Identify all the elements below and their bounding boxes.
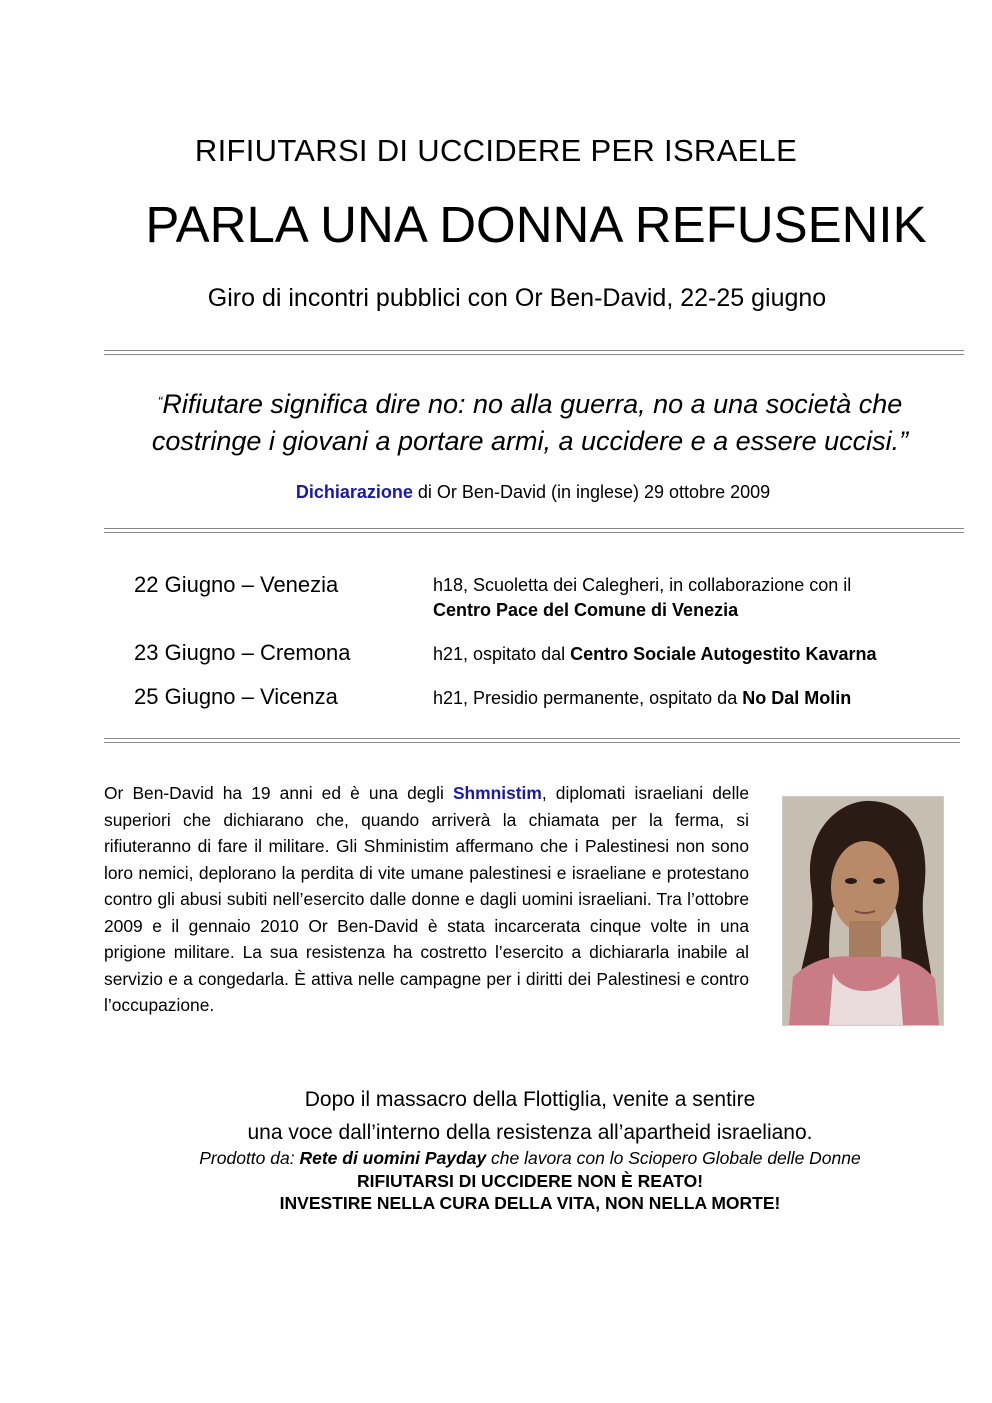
produced-org: Rete di uomini Payday — [299, 1148, 487, 1168]
headline: PARLA UNA DONNA REFUSENIK — [145, 196, 927, 253]
event-desc-vicenza-text: h21, Presidio permanente, ospitato da — [433, 688, 743, 708]
closing-line-1: Dopo il massacro della Flottiglia, venite a sentire — [304, 1088, 756, 1111]
event-date-vicenza: 25 Giugno – Vicenza — [134, 684, 338, 709]
event-date-venezia: 22 Giugno – Venezia — [134, 572, 339, 597]
event-date-cremona: 23 Giugno – Cremona — [134, 640, 351, 665]
quote-open-mark: “ — [157, 393, 163, 409]
slogan-2: INVESTIRE NELLA CURA DELLA VITA, NON NELLA MORTE! — [279, 1193, 781, 1213]
bio-text-2: , diplomati israeliani delle superiori che dichiarano che, quando arriverà la chiamata per la ferma, si rifiuteranno di fare il militare. Gli Shministim affermano che i Palestinesi non sono loro nemici, deplorano la perdita di vite umane palestinesi e israeliane e protestano contro gli abusi subiti nell’esercito dalle donne e dagli uomini israeliani. Tra l’ottobre 2009 e il gennaio 2010 Or Ben-David è stata incarcerata cinque volte in una prigione militare. La sua resistenza ha costretto l’esercito a dichiararla inabile al servizio e a congedarla. È attiva nelle campagne per i diritti dei Palestinesi e contro l’occupazione. — [104, 783, 750, 1015]
divider-bottom — [104, 738, 960, 743]
bio-paragraph — [104, 780, 749, 1019]
kicker-title: RIFIUTARSI DI UCCIDERE PER ISRAELE — [194, 133, 798, 168]
quote-line-1: Rifiutare significa dire no: no alla guerra, no a una società che — [162, 389, 903, 419]
portrait-illustration — [783, 797, 943, 1025]
closing-call — [150, 1083, 910, 1149]
divider-middle — [104, 528, 964, 533]
slogan-1: RIFIUTARSI DI UCCIDERE NON È REATO! — [356, 1171, 704, 1191]
event-desc-cremona-host: Centro Sociale Autogestito Kavarna — [570, 644, 877, 664]
event-desc-venezia — [433, 573, 963, 623]
declaration-link[interactable]: Dichiarazione — [295, 482, 413, 502]
shmnistim-link[interactable]: Shmnistim — [452, 783, 542, 803]
declaration-text: di Or Ben-David (in inglese) 29 ottobre 2009 — [412, 482, 771, 502]
event-desc-cremona — [433, 642, 963, 667]
event-desc-venezia-text: h18, Scuoletta dei Calegheri, in collaborazione con il — [433, 575, 852, 595]
divider-top — [104, 350, 964, 355]
event-desc-vicenza-host: No Dal Molin — [742, 688, 852, 708]
closing-line-2: una voce dall’interno della resistenza all’apartheid israeliano. — [247, 1121, 813, 1144]
produced-suffix: che lavora con lo Sciopero Globale delle Donne — [486, 1148, 861, 1168]
quote — [100, 383, 960, 460]
quote-line-2: costringe i giovani a portare armi, a uccidere e a essere uccisi.” — [151, 426, 909, 456]
event-desc-vicenza — [433, 686, 963, 711]
produced-prefix: Prodotto da: — [199, 1148, 300, 1168]
subheadline: Giro di incontri pubblici con Or Ben-David, 22-25 giugno — [207, 284, 827, 312]
portrait-photo — [782, 796, 944, 1026]
event-desc-cremona-text: h21, ospitato dal — [433, 644, 571, 664]
declaration-line — [100, 482, 966, 503]
bio-text-1: Or Ben-David ha 19 anni ed è una degli — [104, 783, 453, 803]
produced-by — [100, 1148, 960, 1169]
event-desc-venezia-host: Centro Pace del Comune di Venezia — [433, 600, 739, 620]
